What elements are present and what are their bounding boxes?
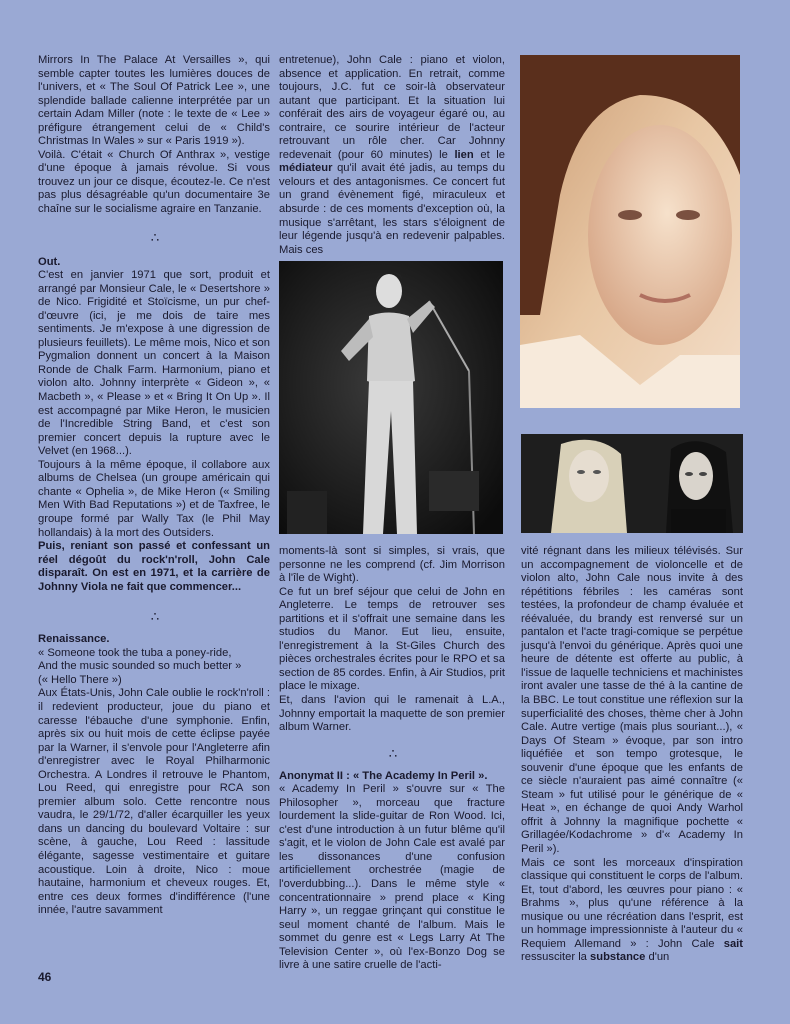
column-1 — [38, 54, 270, 918]
heading-anonymat: Anonymat II : « The Academy In Peril ». — [279, 769, 488, 782]
col1-paragraph-6: Aux États-Unis, John Cale oublie le rock'n'roll : il redevient producteur, joue du piano et caresse l'ébauche d'une symphonie. Enfin, après six ou huit mois de cette éclipse payée par la Warner, il s'envole pour l'Angleterre afin d'enregistrer avec le Royal Philharmonic Orchestra. A Londres il retrouve le Phantom, Lou Reed, qui enregistre pour RCA son premier album solo. Cette rencontre nous vaudra, le 29/1/72, d'aller écarquiller les yeux dans un dancing du boulevard Voltaire : sur scène, à gauche, Lou Reed : lassitude élégante, sagesse vestimentaire et guitare acoustique. Loin à droite, Nico : moue hautaine, harmonium et cheveux rouges. Et, entre ces deux formes d'indifférence (l'une innée, l'autre savamment — [38, 687, 270, 917]
bold-mediateur: médiateur — [279, 162, 333, 175]
bold-substance: substance — [590, 951, 646, 964]
section-separator: ∴ — [150, 229, 158, 245]
section-separator: ∴ — [388, 745, 396, 761]
col2-paragraph-3: Ce fut un bref séjour que celui de John en Angleterre. Le temps de retrouver ses partitions et il s'offrait une semaine dans les studios du Manor. Eut lieu, ensuite, l'enregistrement à la St-Giles Church des pièces orchestrales écrites pour le RPO et sa section de 85 cordes. Enfin, à Air Studios, prit place le mixage. — [279, 585, 505, 693]
col2-paragraph-2: moments-là sont si simples, si vrais, que personne ne les comprend (cf. Jim Morrison à l'île de Wight). — [279, 545, 505, 585]
bold-lien: lien — [454, 148, 474, 161]
col1-paragraph-1: Mirrors In The Palace At Versailles », qui semble capter toutes les lumières douces de l'univers, et « The Soul Of Patrick Lee », une splendide ballade calienne interprétée par un certain Adam Miller (note : le texte de « Lee » préfigure étrangement celui de « Child's Christmas In Wales » sur « Paris 1919 »). — [38, 54, 270, 148]
heading-out: Out. — [38, 255, 61, 268]
duo-photo — [521, 434, 743, 533]
col3-paragraph-2: Mais ce sont les morceaux d'inspiration classique qui constituent le corps de l'album. Et, tout d'abord, les œuvres pour piano : « Brahms », plus qu'une référence à la musique ou une récréation dans l'esprit, est un hommage impressionniste à l'auteur du « Requiem Allemand » : John Cale sait ressusciter la substance d'un — [521, 856, 743, 964]
concert-photo — [279, 261, 503, 534]
column-2-bottom — [279, 545, 505, 973]
col1-paragraph-5: Puis, reniant son passé et confessant un réel dégoût du rock'n'roll, John Cale disparaît. On est en 1971, et la carrière de Johnny Viola ne fait que commencer... — [38, 540, 270, 593]
quote-line-2: And the music sounded so much better » — [38, 660, 242, 673]
col2-paragraph-1: entretenue), John Cale : piano et violon, absence et application. En retrait, comme toujours, J.C. fut ce soir-là observateur autant que participant. Et la situation lui conférait des airs de voyageur égaré ou, au contraire, ce sourire intérieur de l'acteur retrouvant un rôle cher. Car Johnny redevenait (pour 60 minutes) le lien et le médiateur qu'il avait été jadis, au temps du velours et des antagonismes. Ce concert fut un grand évènement figé, miraculeux et absurde : de ces moments d'exception où, la musique s'arrêtant, les stars s'éloignent de leur légende jusqu'à en redevenir palpables. Mais ces — [279, 54, 505, 256]
col2-paragraph-5: « Academy In Peril » s'ouvre sur « The Philosopher », morceau que fracture lourdement la slide-guitar de Ron Wood. Ici, c'est d'une introduction à un futur blême qu'il s'agit, et le violon de John Cale est avalé par les dissonances d'une confusion artificiellement orchestrée (magie de l'overdubbing...). Dans le même style « concentrationnaire » prend place « King Harry », un reggae grinçant qui constitue le seul moment chanté de l'album. Mais le sommet du genre est « Legs Larry At The Television Center », où l'ex-Bonzo Dog se livre à une satire cruelle de l'acti- — [279, 783, 505, 972]
section-separator: ∴ — [150, 609, 158, 625]
col1-paragraph-4: Toujours à la même époque, il collabore aux albums de Chelsea (un groupe américain qui chante « Ophelia », de Mike Heron (« Smiling Men With Bad Reputations ») et de Taxfree, le groupe formé par Wally Tax (le Phil May hollandais) à la mort des Outsiders. — [38, 458, 270, 539]
col1-paragraph-2: Voilà. C'était « Church Of Anthrax », vestige d'une époque à jamais révolue. Si vous trouvez un jour ce disque, écoutez-le. Ce n'est pas plus désagréable qu'un documentaire 3e chaîne sur le socialisme agraire en Tanzanie. — [38, 148, 270, 216]
quote-line-1: « Someone took the tuba a poney-ride, — [38, 646, 232, 659]
col2-paragraph-4: Et, dans l'avion qui le ramenait à L.A., Johnny emportait la maquette de son premier album Warner. — [279, 694, 505, 734]
duo-image — [521, 434, 743, 533]
col3-paragraph-1: vité régnant dans les milieux télévisés. Sur un accompagnement de violoncelle et de violon alto, John Cale nous invite à des répétitions fébriles : les caméras sont testées, la profondeur de champ évaluée et réévaluée, du brandy est renversé sur un pantalon et l'acte tragi-comique se perpétue jusqu'à l'envoi du générique. Après quoi une heure de détente est offerte au public, à l'issue de laquelle techniciens et machinistes iront avaler une tasse de thé à la cantine de la BBC. Le tout constitue une réflexion sur la superficialité des choses, thème cher à John Cale. Autre vertige (mais plus souriant...), « Days Of Steam » évoque, par son intro liquéfiée et son tempo grotesque, le souvenir d'une époque que les enfants de ce siècle n'auraient pas aimé connaître (« Steam » fut utilisé pour le générique de « Heat », en échange de quoi Andy Warhol offrit à Johnny la magnifique pochette « Grillagée/Kodachrome » d'« Academy In Peril »). — [521, 545, 743, 856]
quote-line-3: (« Hello There ») — [38, 673, 122, 686]
col1-paragraph-3: C'est en janvier 1971 que sort, produit et arrangé par Monsieur Cale, le « Desertshore » de Nico. Frigidité et Stoïcisme, un pur chef-d'œuvre (ici, je me dois de taire mes sentiments. Je m'expose à une digression de plusieurs feuillets). Le même mois, Nico et son Pygmalion donnent un concert à la Maison Ronde de Chalk Farm. Harmonium, piano et violon alto. Johnny interprète « Gideon », « Macbeth », « Please » et « Bring It On Up ». Il est accompagné par Mike Heron, le musicien de l'Incredible String Band, et c'est son premier concert depuis la rupture avec le Velvet (en 1968...). — [38, 269, 270, 458]
column-2-top — [279, 54, 505, 257]
bold-sait: sait — [723, 937, 743, 950]
page-number: 46 — [38, 970, 52, 984]
concert-performer-image — [279, 261, 503, 534]
heading-renaissance: Renaissance. — [38, 633, 110, 646]
portrait-photo — [520, 55, 740, 408]
column-3 — [521, 545, 743, 965]
portrait-image — [520, 55, 740, 408]
